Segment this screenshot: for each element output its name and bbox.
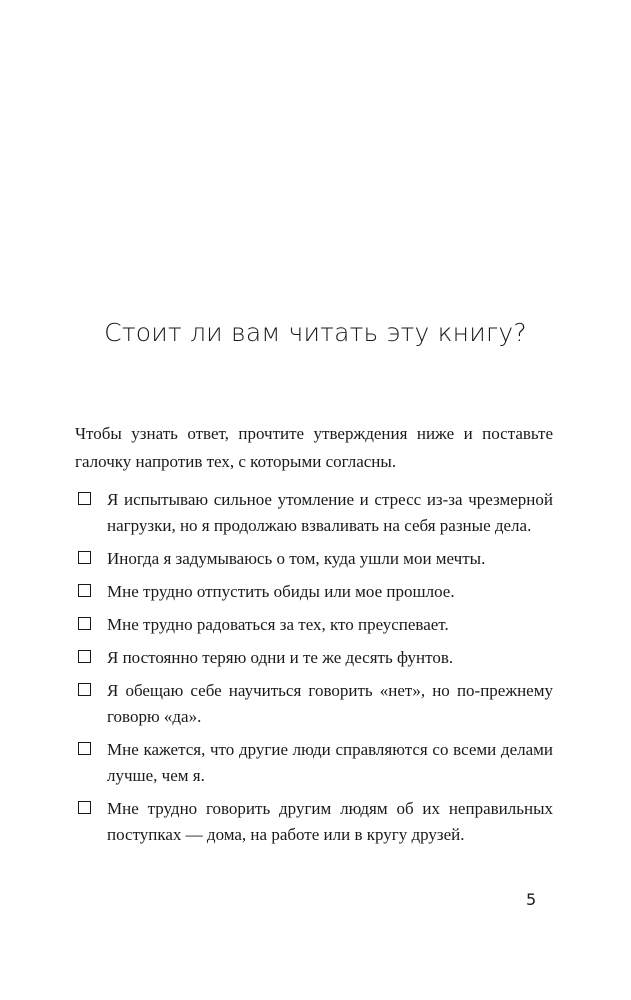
page-number: 5 — [526, 890, 537, 909]
checklist-item — [75, 612, 553, 638]
checklist-item-text: Я обещаю себе научиться говорить «нет», но по-прежнему говорю «да». — [107, 681, 553, 726]
checkbox-icon — [78, 617, 91, 630]
checklist-item — [75, 487, 553, 539]
checklist-item-text: Я испытываю сильное утомление и стресс из-за чрезмерной нагрузки, но я продолжаю взваливать на себя разные дела. — [107, 490, 553, 535]
checklist-item-text: Мне трудно радоваться за тех, кто преуспевает. — [107, 615, 449, 634]
checklist-item-text: Я постоянно теряю одни и те же десять фунтов. — [107, 648, 454, 667]
checklist-item-text: Иногда я задумываюсь о том, куда ушли мои мечты. — [107, 549, 486, 568]
checkbox-icon — [78, 742, 91, 755]
checklist-item — [75, 645, 553, 671]
intro-paragraph: Чтобы узнать ответ, прочтите утверждения ниже и поставьте галочку напротив тех, с которыми согласны. — [75, 424, 553, 471]
checkbox-icon — [78, 801, 91, 814]
checkbox-icon — [78, 650, 91, 663]
checklist-item — [75, 579, 553, 605]
checklist-item-text: Мне трудно говорить другим людям об их неправильных поступках — дома, на работе или в кругу друзей. — [107, 799, 553, 844]
checklist-item — [75, 678, 553, 730]
checklist-item-text: Мне трудно отпустить обиды или мое прошлое. — [107, 582, 455, 601]
checklist-item — [75, 796, 553, 848]
checklist-item — [75, 546, 553, 572]
checklist — [75, 487, 553, 855]
checkbox-icon — [78, 683, 91, 696]
checklist-item-text: Мне кажется, что другие люди справляются со всеми делами лучше, чем я. — [107, 740, 553, 785]
checkbox-icon — [78, 584, 91, 597]
checklist-item — [75, 737, 553, 789]
checkbox-icon — [78, 492, 91, 505]
checkbox-icon — [78, 551, 91, 564]
page-title: Стоит ли вам читать эту книгу? — [104, 318, 527, 347]
